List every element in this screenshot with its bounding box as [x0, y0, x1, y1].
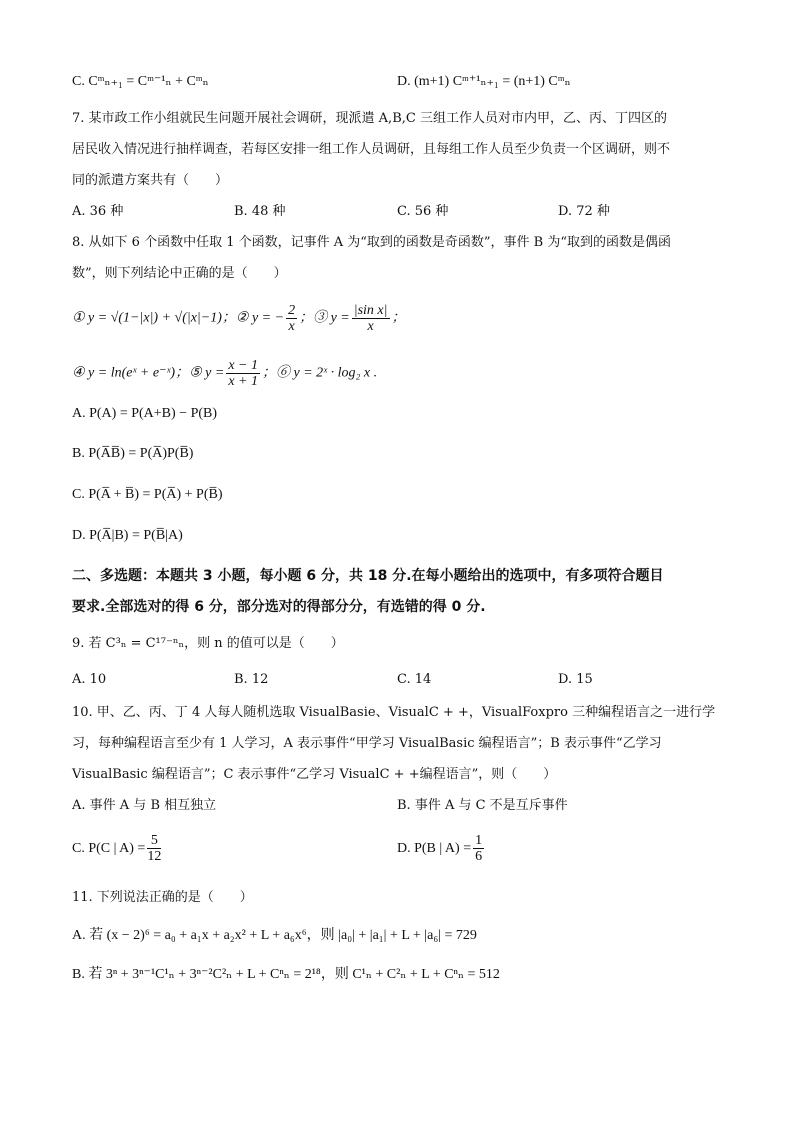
q8-function-3-denominator: x — [367, 319, 374, 334]
q7-line-1: 7. 某市政工作小组就民生问题开展社会调研，现派遣 A,B,C 三组工作人员对市内甲，乙、丙、丁四区的 — [72, 111, 667, 126]
q8-option-b: B. P(A̅B̅) = P(A̅)P(B̅) — [72, 446, 194, 461]
q7-line-3: 同的派遣方案共有（ ） — [72, 173, 229, 188]
q8-function-3-prefix: ；③ y = — [299, 310, 350, 326]
q8-functions-row-2 — [72, 358, 377, 389]
q11-stem: 11. 下列说法正确的是（ ） — [72, 890, 253, 905]
q10-line-2: 习，每种编程语言至少有 1 人学习，A 表示事件“甲学习 VisualBasic 编程语言”；B 表示事件“乙学习 — [72, 736, 662, 751]
q8-function-3-suffix: ； — [391, 310, 406, 326]
q8-function-2-numerator: 2 — [288, 303, 296, 318]
q8-option-d: D. P(A̅|B) = P(B̅|A) — [72, 528, 183, 543]
q7-line-2: 居民收入情况进行抽样调查，若每区安排一组工作人员调研，且每组工作人员至少负责一个区调研，则不 — [72, 142, 671, 157]
q10-option-c-prefix: C. P(C | A) = — [72, 841, 146, 856]
q11-option-a: A. 若 (x − 2)⁶ = a₀ + a₁x + a₂x² + L + a₆x⁶，则 |a₀| + |a₁| + L + |a₆| = 729 — [72, 928, 477, 943]
q11-option-b: B. 若 3ⁿ + 3ⁿ⁻¹C¹ₙ + 3ⁿ⁻²C²ₙ + L + Cⁿₙ = 2¹⁸，则 C¹ₙ + C²ₙ + L + Cⁿₙ = 512 — [72, 967, 500, 982]
q9-stem: 9. 若 C³ₙ = C¹⁷⁻ⁿₙ，则 n 的值可以是（ ） — [72, 636, 344, 651]
q10-option-c-numerator: 5 — [147, 833, 161, 849]
q8-function-2-fraction — [286, 303, 297, 334]
section-2-heading-line-2: 要求.全部选对的得 6 分，部分选对的得部分分，有选错的得 0 分. — [72, 599, 486, 615]
section-2-heading-line-1: 二、多选题：本题共 3 小题，每小题 6 分，共 18 分.在每小题给出的选项中，有多项符合题目 — [72, 568, 664, 584]
q8-option-a: A. P(A) = P(A+B) − P(B) — [72, 406, 218, 421]
q10-option-d-prefix: D. P(B | A) = — [397, 841, 472, 856]
q10-option-c-fraction — [147, 833, 161, 864]
q8-option-c: C. P(A̅ + B̅) = P(A̅) + P(B̅) — [72, 487, 223, 502]
q8-function-4: ④ y = ln(eˣ + e⁻ˣ) — [72, 365, 176, 381]
q7-option-b: B. 48 种 — [234, 204, 286, 219]
q10-line-3: VisualBasic 编程语言”；C 表示事件“乙学习 VisualC + +编程语言”，则（ ） — [72, 767, 557, 782]
q8-function-1: ① y = √(1−|x|) + √(|x|−1) — [72, 310, 222, 326]
q10-line-1: 10. 甲、乙、丙、丁 4 人每人随机选取 VisualBasie、VisualC + +，VisualFoxpro 三种编程语言之一进行学 — [72, 705, 716, 720]
q8-line-2: 数”，则下列结论中正确的是（ ） — [72, 266, 287, 281]
q10-option-d-denominator: 6 — [475, 849, 483, 865]
q8-function-2-prefix: ；② y = − — [221, 310, 285, 326]
q10-option-d-fraction — [473, 833, 484, 864]
q7-option-d: D. 72 种 — [558, 204, 610, 219]
q8-function-5-fraction — [226, 358, 260, 389]
q8-function-2-denominator: x — [288, 319, 295, 334]
q10-option-c — [72, 832, 163, 866]
q8-function-6: ；⑥ y = 2ˣ · log₂ x . — [261, 365, 378, 381]
q7-option-a: A. 36 种 — [72, 204, 124, 219]
q8-function-5-prefix: ；⑤ y = — [175, 365, 225, 381]
q8-function-5-denominator: x + 1 — [228, 374, 258, 389]
q10-option-d-numerator: 1 — [475, 833, 483, 849]
q6-option-d: D. (m+1) Cᵐ⁺¹ₙ₊₁ = (n+1) Cᵐₙ — [397, 74, 571, 89]
q9-option-d: D. 15 — [558, 672, 593, 687]
q7-option-c: C. 56 种 — [397, 204, 449, 219]
q8-function-3-numerator: |sin x| — [353, 303, 388, 318]
q9-option-b: B. 12 — [234, 672, 269, 687]
q10-option-c-denominator: 12 — [147, 849, 162, 865]
q9-option-a: A. 10 — [72, 672, 107, 687]
q8-function-5-numerator: x − 1 — [228, 358, 258, 373]
q10-option-d — [397, 832, 486, 866]
q8-function-3-fraction — [352, 303, 390, 334]
q9-option-c: C. 14 — [397, 672, 432, 687]
q8-line-1: 8. 从如下 6 个函数中任取 1 个函数，记事件 A 为“取到的函数是奇函数”，事件 B 为“取到的函数是偶函 — [72, 235, 672, 250]
q6-option-c: C. Cᵐₙ₊₁ = Cᵐ⁻¹ₙ + Cᵐₙ — [72, 74, 209, 89]
q10-option-a: A. 事件 A 与 B 相互独立 — [72, 798, 217, 813]
q8-functions-row-1 — [72, 303, 406, 334]
q10-option-b: B. 事件 A 与 C 不是互斥事件 — [397, 798, 568, 813]
